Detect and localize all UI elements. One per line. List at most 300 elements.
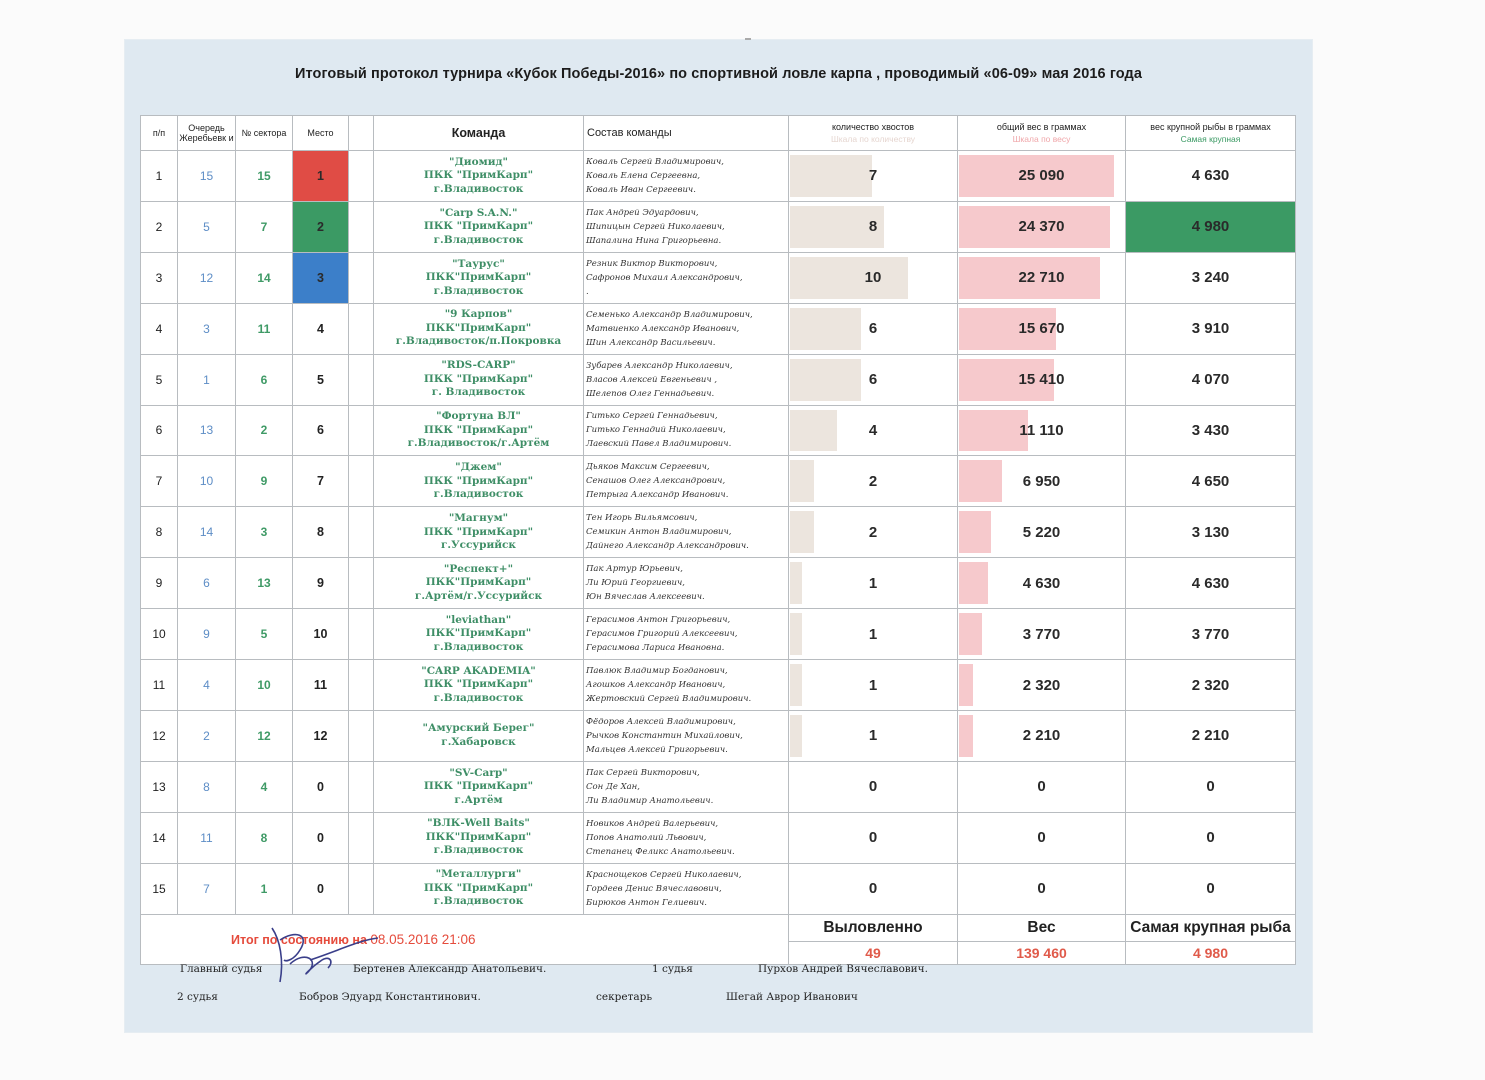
weight-value: 0 xyxy=(1037,880,1046,898)
place-cell: 4 xyxy=(293,303,349,354)
count-value: 1 xyxy=(868,676,878,694)
bigfish-value: 4 980 xyxy=(1126,201,1296,252)
team-line: "Carp S.A.N." xyxy=(439,206,518,219)
team-composition xyxy=(584,558,789,609)
blank-cell xyxy=(349,710,374,761)
sector-number: 6 xyxy=(236,354,293,405)
blank-cell xyxy=(349,201,374,252)
table-row xyxy=(141,354,1296,405)
count-value: 7 xyxy=(868,167,878,185)
count-cell xyxy=(789,252,958,303)
count-cell xyxy=(789,201,958,252)
judge2-label: 2 судья xyxy=(177,991,218,1003)
weight-cell xyxy=(958,761,1126,812)
row-number: 6 xyxy=(141,405,178,456)
team-line: "Магнум" xyxy=(448,512,509,525)
table-row xyxy=(141,761,1296,812)
team-member: Шипицын Сергей Николаевич, xyxy=(586,221,725,232)
team-name xyxy=(374,354,584,405)
team-line: "9 Карпов" xyxy=(444,308,513,321)
header-place: Место xyxy=(293,116,349,151)
team-member: Власов Алексей Евгеньевич , xyxy=(586,374,718,385)
place-cell: 12 xyxy=(293,710,349,761)
team-member: Гитько Сергей Геннадьевич, xyxy=(586,411,718,422)
row-number: 10 xyxy=(141,609,178,660)
weight-cell xyxy=(958,863,1126,914)
weight-cell xyxy=(958,558,1126,609)
place-cell: 7 xyxy=(293,456,349,507)
place-cell: 2 xyxy=(293,201,349,252)
team-line: г.Владивосток/г.Артём xyxy=(407,437,550,450)
team-line: "Диомид" xyxy=(449,155,508,168)
team-member: Пак Сергей Викторович, xyxy=(586,767,700,778)
count-cell xyxy=(789,303,958,354)
count-cell xyxy=(789,558,958,609)
team-composition xyxy=(584,609,789,660)
count-value: 0 xyxy=(868,829,878,847)
weight-value: 5 220 xyxy=(1022,523,1061,541)
team-composition xyxy=(584,354,789,405)
weight-value: 15 410 xyxy=(1018,371,1065,389)
bigfish-value: 3 240 xyxy=(1126,252,1296,303)
team-line: ПКК "ПримКарп" xyxy=(423,678,534,691)
weight-cell xyxy=(958,710,1126,761)
weight-value: 24 370 xyxy=(1018,218,1065,236)
count-value: 6 xyxy=(868,320,878,338)
count-value: 8 xyxy=(868,218,878,236)
place-cell: 3 xyxy=(293,252,349,303)
team-line: г.Хабаровск xyxy=(441,735,516,748)
team-member: . xyxy=(586,286,589,297)
team-name xyxy=(374,609,584,660)
draw-queue: 4 xyxy=(178,660,236,711)
sector-number: 4 xyxy=(236,761,293,812)
table-row xyxy=(141,405,1296,456)
table-row xyxy=(141,201,1296,252)
team-line: г.Владивосток/п.Покровка xyxy=(395,335,562,348)
header-count xyxy=(789,116,958,151)
team-line: "Респект+" xyxy=(443,562,514,575)
team-line: ПКК "ПримКарп" xyxy=(423,220,534,233)
draw-queue: 2 xyxy=(178,710,236,761)
count-value: 0 xyxy=(868,778,878,796)
count-cell xyxy=(789,456,958,507)
row-number: 3 xyxy=(141,252,178,303)
sector-number: 2 xyxy=(236,405,293,456)
table-row xyxy=(141,609,1296,660)
sector-number: 5 xyxy=(236,609,293,660)
count-cell xyxy=(789,710,958,761)
team-member: Семенько Александр Владимирович, xyxy=(586,309,753,320)
team-line: г.Владивосток xyxy=(433,640,524,653)
blank-cell xyxy=(349,303,374,354)
team-line: г. Владивосток xyxy=(431,386,526,399)
judge1-name: Пурхов Андрей Вячеславович. xyxy=(758,963,928,975)
team-member: Сафронов Михаил Александрович, xyxy=(586,272,743,283)
place-cell: 0 xyxy=(293,863,349,914)
team-member: Сон Де Хан, xyxy=(586,781,640,792)
draw-queue: 3 xyxy=(178,303,236,354)
blank-cell xyxy=(349,863,374,914)
table-row xyxy=(141,303,1296,354)
table-row xyxy=(141,863,1296,914)
team-member: Шин Александр Васильевич. xyxy=(586,337,716,348)
draw-queue: 12 xyxy=(178,252,236,303)
blank-cell xyxy=(349,456,374,507)
count-value: 10 xyxy=(864,269,882,287)
team-line: ПКК "ПримКарп" xyxy=(423,780,534,793)
bigfish-value: 0 xyxy=(1126,761,1296,812)
team-line: г.Артём/г.Уссурийск xyxy=(414,589,543,602)
bigfish-total-value: 4 980 xyxy=(1126,941,1296,964)
blank-cell xyxy=(349,252,374,303)
count-value: 2 xyxy=(868,523,878,541)
team-line: ПКК "ПримКарп" xyxy=(423,423,534,436)
team-member: Гитько Геннадий Николаевич, xyxy=(586,425,726,436)
weight-value: 4 630 xyxy=(1022,574,1061,592)
bigfish-value: 3 770 xyxy=(1126,609,1296,660)
sector-number: 11 xyxy=(236,303,293,354)
team-member: Коваль Иван Сергеевич. xyxy=(586,184,696,195)
team-name xyxy=(374,710,584,761)
team-member: Коваль Елена Сергеевна, xyxy=(586,170,701,181)
count-cell xyxy=(789,660,958,711)
weight-cell xyxy=(958,660,1126,711)
team-member: Попов Анатолий Львович, xyxy=(586,832,707,843)
team-composition xyxy=(584,660,789,711)
weight-value: 15 670 xyxy=(1018,320,1065,338)
team-line: "Таурус" xyxy=(452,257,505,270)
place-cell: 0 xyxy=(293,761,349,812)
row-number: 9 xyxy=(141,558,178,609)
caught-value: 49 xyxy=(789,941,958,964)
document-title: Итоговый протокол турнира «Кубок Победы-2016» по спортивной ловле карпа , проводимый «06-09» мая 2016 года xyxy=(294,66,1143,82)
count-value: 4 xyxy=(868,421,878,439)
header-weight-scale: Шкала по весу xyxy=(1012,134,1071,144)
team-line: г.Владивосток xyxy=(433,488,524,501)
place-cell: 6 xyxy=(293,405,349,456)
team-composition xyxy=(584,456,789,507)
header-bigfish-label: вес крупной рыбы в граммах xyxy=(1150,122,1271,132)
bigfish-value: 3 430 xyxy=(1126,405,1296,456)
blank-cell xyxy=(349,609,374,660)
team-line: ПКК"ПримКарп" xyxy=(425,627,532,640)
sector-number: 12 xyxy=(236,710,293,761)
count-cell xyxy=(789,761,958,812)
table-row xyxy=(141,507,1296,558)
blank-cell xyxy=(349,660,374,711)
team-line: г.Владивосток xyxy=(433,284,524,297)
weight-cell xyxy=(958,507,1126,558)
team-member: Бирюков Антон Гелиевич. xyxy=(586,897,707,908)
header-bigfish-scale: Самая крупная xyxy=(1180,134,1241,144)
team-member: Лаевский Павел Владимирович. xyxy=(586,439,732,450)
header-queue: Очередь Жеребьевк и xyxy=(178,116,236,151)
weight-value: 2 320 xyxy=(1022,676,1061,694)
team-line: "ВЛК-Well Baits" xyxy=(427,817,530,830)
header-blank xyxy=(349,116,374,151)
weight-total-value: 139 460 xyxy=(958,941,1126,964)
team-member: Жертовский Сергей Владимирович. xyxy=(586,694,752,705)
team-member: Матвиенко Александр Иванович, xyxy=(586,323,740,334)
team-member: Зубарев Александр Николаевич, xyxy=(586,360,733,371)
header-pp: п/п xyxy=(141,116,178,151)
draw-queue: 9 xyxy=(178,609,236,660)
team-member: Герасимов Антон Григорьевич, xyxy=(586,615,731,626)
chief-judge-label: Главный судья xyxy=(180,963,263,975)
row-number: 8 xyxy=(141,507,178,558)
draw-queue: 1 xyxy=(178,354,236,405)
sector-number: 10 xyxy=(236,660,293,711)
draw-queue: 5 xyxy=(178,201,236,252)
weight-value: 22 710 xyxy=(1018,269,1065,287)
team-line: "Амурский Берег" xyxy=(422,722,535,735)
team-line: ПКК "ПримКарп" xyxy=(423,881,534,894)
count-cell xyxy=(789,863,958,914)
team-member: Гордеев Денис Вячеславович, xyxy=(586,883,722,894)
sector-number: 1 xyxy=(236,863,293,914)
weight-cell xyxy=(958,405,1126,456)
count-value: 0 xyxy=(868,880,878,898)
judge2-name: Бобров Эдуард Константинович. xyxy=(299,991,481,1003)
draw-queue: 10 xyxy=(178,456,236,507)
row-number: 12 xyxy=(141,710,178,761)
table-row xyxy=(141,812,1296,863)
weight-cell xyxy=(958,201,1126,252)
itog-label: Итог по состоянию на xyxy=(231,932,367,947)
row-number: 5 xyxy=(141,354,178,405)
draw-queue: 8 xyxy=(178,761,236,812)
bigfish-total-label: Самая крупная рыба xyxy=(1126,914,1296,941)
team-name xyxy=(374,761,584,812)
count-cell xyxy=(789,354,958,405)
team-member: Дайнего Александр Александрович. xyxy=(586,541,749,552)
row-number: 13 xyxy=(141,761,178,812)
chief-judge-name: Бертенев Александр Анатольевич. xyxy=(353,963,547,975)
team-line: "Фортуна ВЛ" xyxy=(436,410,521,423)
weight-value: 0 xyxy=(1037,829,1046,847)
header-team: Команда xyxy=(374,116,584,151)
team-member: Семикин Антон Владимирович, xyxy=(586,527,732,538)
team-member: Павлюк Владимир Богданович, xyxy=(586,666,728,677)
scan-mark xyxy=(745,38,751,40)
place-cell: 9 xyxy=(293,558,349,609)
team-member: Герасимова Лариса Ивановна. xyxy=(586,643,725,654)
team-composition xyxy=(584,405,789,456)
secretary-label: секретарь xyxy=(596,991,653,1003)
bigfish-value: 4 630 xyxy=(1126,151,1296,202)
team-composition xyxy=(584,812,789,863)
team-name xyxy=(374,201,584,252)
place-cell: 11 xyxy=(293,660,349,711)
bigfish-value: 2 320 xyxy=(1126,660,1296,711)
table-row xyxy=(141,558,1296,609)
team-name xyxy=(374,405,584,456)
team-line: ПКК "ПримКарп" xyxy=(423,525,534,538)
bigfish-value: 3 130 xyxy=(1126,507,1296,558)
count-value: 2 xyxy=(868,472,878,490)
place-cell: 8 xyxy=(293,507,349,558)
place-cell: 5 xyxy=(293,354,349,405)
team-member: Пак Артур Юрьевич, xyxy=(586,564,683,575)
row-number: 4 xyxy=(141,303,178,354)
team-member: Ли Юрий Георгиевич, xyxy=(586,578,685,589)
team-member: Рычков Константин Михайлович, xyxy=(586,730,743,741)
team-line: ПКК"ПримКарп" xyxy=(425,271,532,284)
itog-cell xyxy=(141,914,789,964)
draw-queue: 15 xyxy=(178,151,236,202)
team-member: Герасимов Григорий Алексеевич, xyxy=(586,629,738,640)
team-composition xyxy=(584,201,789,252)
team-composition xyxy=(584,507,789,558)
team-member: Ли Владимир Анатольевич. xyxy=(586,795,714,806)
bigfish-value: 4 650 xyxy=(1126,456,1296,507)
team-line: "RDS-CARP" xyxy=(441,359,516,372)
team-line: г.Владивосток xyxy=(433,182,524,195)
team-line: "leviathan" xyxy=(445,613,512,626)
blank-cell xyxy=(349,405,374,456)
weight-value: 6 950 xyxy=(1022,472,1061,490)
table-row xyxy=(141,456,1296,507)
team-member: Агошков Александр Иванович, xyxy=(586,680,726,691)
count-cell xyxy=(789,151,958,202)
team-line: "Металлурги" xyxy=(435,868,522,881)
table-row xyxy=(141,660,1296,711)
team-line: г.Владивосток xyxy=(433,844,524,857)
row-number: 7 xyxy=(141,456,178,507)
row-number: 2 xyxy=(141,201,178,252)
weight-cell xyxy=(958,812,1126,863)
header-weight-label: общий вес в граммах xyxy=(996,122,1087,132)
bigfish-value: 0 xyxy=(1126,863,1296,914)
judge1-label: 1 судья xyxy=(652,963,693,975)
weight-cell xyxy=(958,354,1126,405)
count-value: 1 xyxy=(868,727,878,745)
weight-cell xyxy=(958,609,1126,660)
place-cell: 1 xyxy=(293,151,349,202)
row-number: 15 xyxy=(141,863,178,914)
draw-queue: 6 xyxy=(178,558,236,609)
team-member: Коваль Сергей Владимирович, xyxy=(586,156,725,167)
weight-value: 25 090 xyxy=(1018,167,1065,185)
blank-cell xyxy=(349,761,374,812)
row-number: 11 xyxy=(141,660,178,711)
count-cell xyxy=(789,812,958,863)
weight-cell xyxy=(958,252,1126,303)
blank-cell xyxy=(349,354,374,405)
team-line: г.Владивосток xyxy=(433,895,524,908)
bigfish-value: 2 210 xyxy=(1126,710,1296,761)
team-line: г.Уссурийск xyxy=(440,539,516,552)
team-name xyxy=(374,303,584,354)
header-count-scale: Шкала по количеству xyxy=(830,134,916,144)
team-name xyxy=(374,456,584,507)
sector-number: 8 xyxy=(236,812,293,863)
team-name xyxy=(374,252,584,303)
secretary-name: Шегай Аврор Иванович xyxy=(726,991,858,1003)
header-composition: Состав команды xyxy=(584,116,789,151)
table-row xyxy=(141,151,1296,202)
team-line: г.Владивосток xyxy=(433,233,524,246)
bigfish-value: 3 910 xyxy=(1126,303,1296,354)
team-name xyxy=(374,863,584,914)
team-member: Шелепов Олег Геннадьевич. xyxy=(586,388,715,399)
bigfish-value: 0 xyxy=(1126,812,1296,863)
results-table xyxy=(140,115,1296,965)
team-name xyxy=(374,812,584,863)
header-weight xyxy=(958,116,1126,151)
team-member: Шапалина Нина Григорьевна. xyxy=(586,235,722,246)
draw-queue: 7 xyxy=(178,863,236,914)
header-sector: № сектора xyxy=(236,116,293,151)
weight-cell xyxy=(958,151,1126,202)
blank-cell xyxy=(349,151,374,202)
sector-number: 15 xyxy=(236,151,293,202)
header-row xyxy=(141,116,1296,151)
team-composition xyxy=(584,863,789,914)
draw-queue: 11 xyxy=(178,812,236,863)
sector-number: 3 xyxy=(236,507,293,558)
count-value: 6 xyxy=(868,371,878,389)
team-member: Дьяков Максим Сергеевич, xyxy=(586,462,710,473)
team-member: Пак Андрей Эдуардович, xyxy=(586,207,699,218)
place-cell: 10 xyxy=(293,609,349,660)
count-value: 1 xyxy=(868,625,878,643)
team-composition xyxy=(584,761,789,812)
team-member: Юн Вячеслав Алексеевич. xyxy=(586,592,705,603)
team-member: Тен Игорь Вильямсович, xyxy=(586,513,698,524)
team-member: Степанец Феликс Анатольевич. xyxy=(586,846,735,857)
place-cell: 0 xyxy=(293,812,349,863)
team-line: ПКК"ПримКарп" xyxy=(425,321,532,334)
team-member: Петрыга Александр Иванович. xyxy=(586,490,729,501)
weight-value: 11 110 xyxy=(1019,421,1064,439)
header-count-label: количество хвостов xyxy=(831,122,915,132)
team-member: Новиков Андрей Валерьевич, xyxy=(586,818,719,829)
row-number: 14 xyxy=(141,812,178,863)
team-member: Резник Виктор Викторович, xyxy=(586,258,718,269)
team-composition xyxy=(584,151,789,202)
team-line: ПКК "ПримКарп" xyxy=(423,474,534,487)
judge-signature-icon xyxy=(250,920,380,990)
count-cell xyxy=(789,405,958,456)
weight-value: 0 xyxy=(1037,778,1046,796)
header-bigfish xyxy=(1126,116,1296,151)
team-line: ПКК "ПримКарп" xyxy=(423,169,534,182)
team-line: "SV-Carp" xyxy=(449,766,508,779)
team-name xyxy=(374,507,584,558)
team-line: г.Владивосток xyxy=(433,691,524,704)
row-number: 1 xyxy=(141,151,178,202)
count-cell xyxy=(789,507,958,558)
team-line: "Джем" xyxy=(455,461,502,474)
weight-cell xyxy=(958,303,1126,354)
weight-value: 3 770 xyxy=(1022,625,1061,643)
draw-queue: 13 xyxy=(178,405,236,456)
team-member: Сенашов Олег Александрович, xyxy=(586,476,726,487)
weight-total-label: Вес xyxy=(958,914,1126,941)
sector-number: 9 xyxy=(236,456,293,507)
count-cell xyxy=(789,609,958,660)
draw-queue: 14 xyxy=(178,507,236,558)
team-line: ПКК"ПримКарп" xyxy=(425,830,532,843)
team-line: г.Артём xyxy=(454,793,503,806)
team-name xyxy=(374,558,584,609)
table-row xyxy=(141,710,1296,761)
sector-number: 7 xyxy=(236,201,293,252)
team-line: ПКК"ПримКарп" xyxy=(425,576,532,589)
team-composition xyxy=(584,303,789,354)
